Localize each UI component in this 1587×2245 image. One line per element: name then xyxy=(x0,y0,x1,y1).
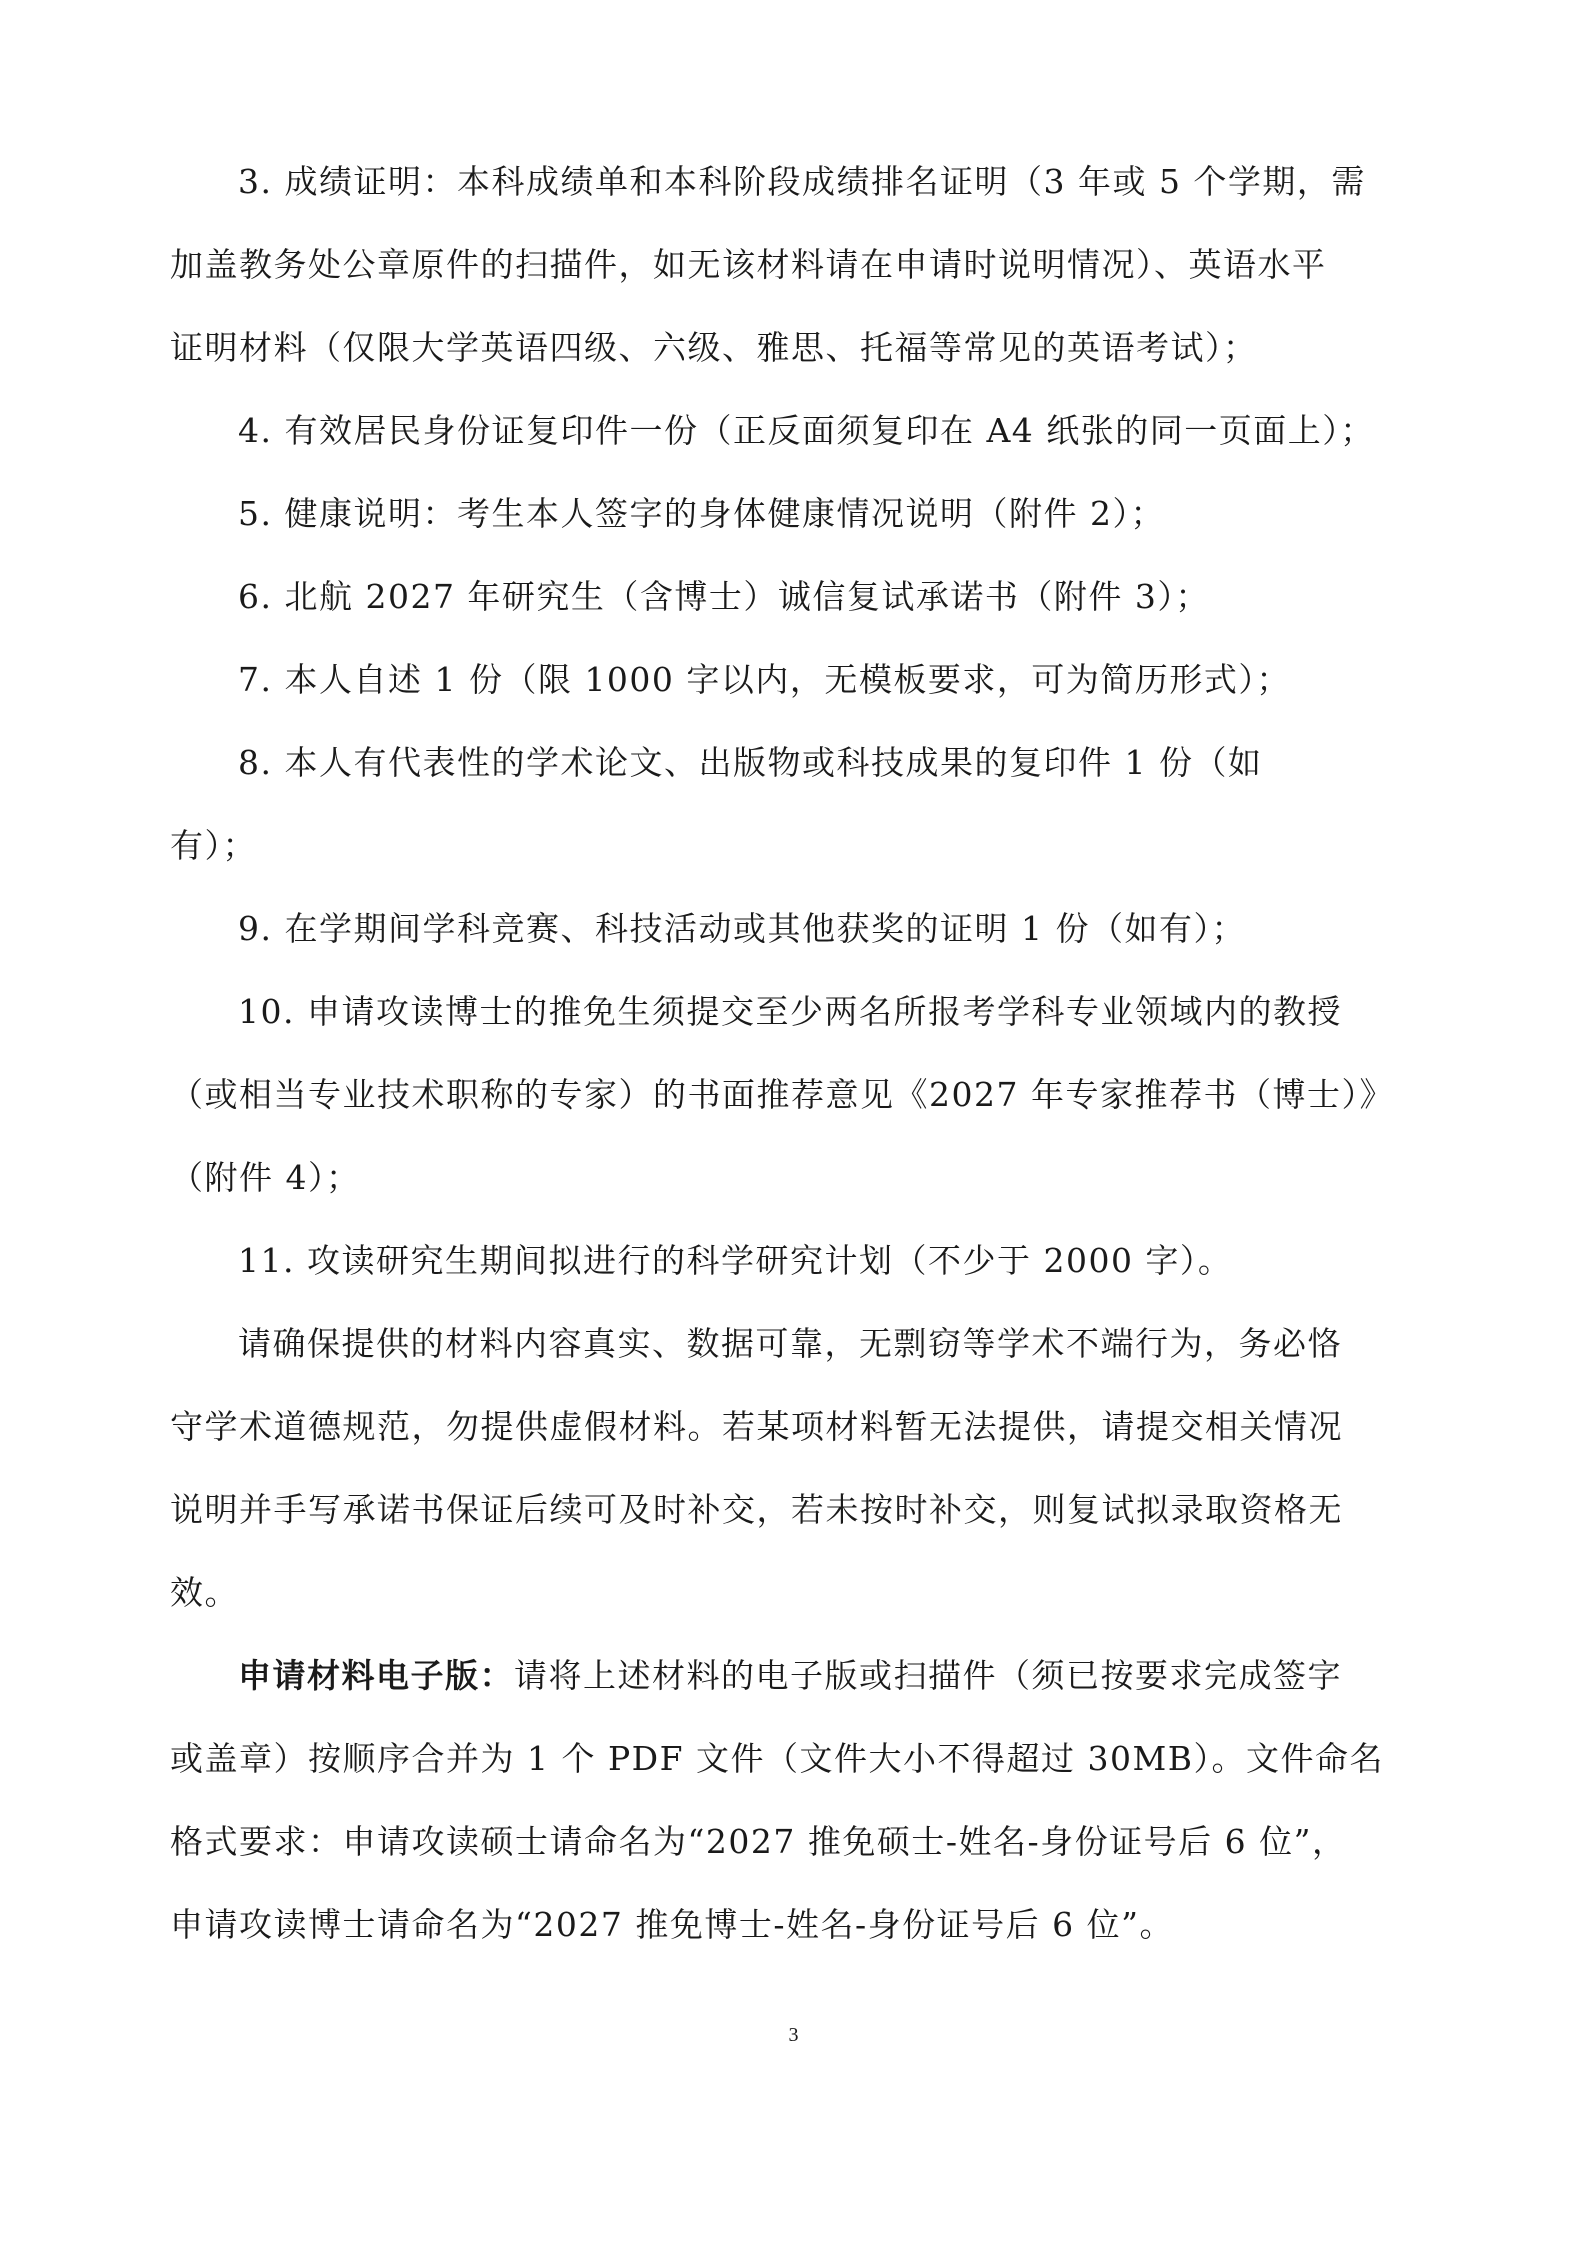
item-11: 11. 攻读研究生期间拟进行的科学研究计划（不少于 2000 字）。 xyxy=(238,1241,1233,1280)
item-6: 6. 北航 2027 年研究生（含博士）诚信复试承诺书（附件 3）； xyxy=(238,577,1210,616)
item-5: 5. 健康说明：考生本人签字的身体健康情况说明（附件 2）； xyxy=(238,494,1165,533)
notice-line-1: 请确保提供的材料内容真实、数据可靠，无剽窃等学术不端行为，务必恪 xyxy=(238,1324,1342,1363)
item-10-line-3: （附件 4）； xyxy=(170,1158,361,1197)
item-10-line-1: 10. 申请攻读博士的推免生须提交至少两名所报考学科专业领域内的教授 xyxy=(238,992,1342,1031)
electronic-line-2: 或盖章）按顺序合并为 1 个 PDF 文件（文件大小不得超过 30MB）。文件命名 xyxy=(170,1739,1385,1778)
item-9: 9. 在学期间学科竞赛、科技活动或其他获奖的证明 1 份（如有）； xyxy=(238,909,1246,948)
electronic-line-4: 申请攻读博士请命名为“2027 推免博士-姓名-身份证号后 6 位”。 xyxy=(170,1905,1174,1944)
notice-line-4: 效。 xyxy=(170,1573,239,1612)
item-3-line-1: 3. 成绩证明：本科成绩单和本科阶段成绩排名证明（3 年或 5 个学期，需 xyxy=(238,162,1366,201)
page-number: 3 xyxy=(788,2024,799,2046)
item-8-line-2: 有）； xyxy=(170,826,257,865)
notice-line-2: 守学术道德规范，勿提供虚假材料。若某项材料暂无法提供，请提交相关情况 xyxy=(170,1407,1343,1446)
electronic-line-3: 格式要求：申请攻读硕士请命名为“2027 推免硕士-姓名-身份证号后 6 位”， xyxy=(170,1822,1347,1861)
electronic-label: 申请材料电子版： xyxy=(238,1656,514,1695)
notice-line-3: 说明并手写承诺书保证后续可及时补交，若未按时补交，则复试拟录取资格无 xyxy=(170,1490,1343,1529)
item-4: 4. 有效居民身份证复印件一份（正反面须复印在 A4 纸张的同一页面上）； xyxy=(238,411,1375,450)
item-8-line-1: 8. 本人有代表性的学术论文、出版物或科技成果的复印件 1 份（如 xyxy=(238,743,1263,782)
item-3-line-2: 加盖教务处公章原件的扫描件，如无该材料请在申请时说明情况）、英语水平 xyxy=(170,245,1327,284)
item-10-line-2: （或相当专业技术职称的专家）的书面推荐意见《2027 年专家推荐书（博士）》 xyxy=(170,1075,1394,1114)
electronic-line-1 xyxy=(0,1654,1587,1698)
item-7: 7. 本人自述 1 份（限 1000 字以内，无模板要求，可为简历形式）； xyxy=(238,660,1291,699)
item-3-line-3: 证明材料（仅限大学英语四级、六级、雅思、托福等常见的英语考试）； xyxy=(170,328,1258,367)
electronic-text-1: 请将上述材料的电子版或扫描件（须已按要求完成签字 xyxy=(514,1656,1342,1695)
